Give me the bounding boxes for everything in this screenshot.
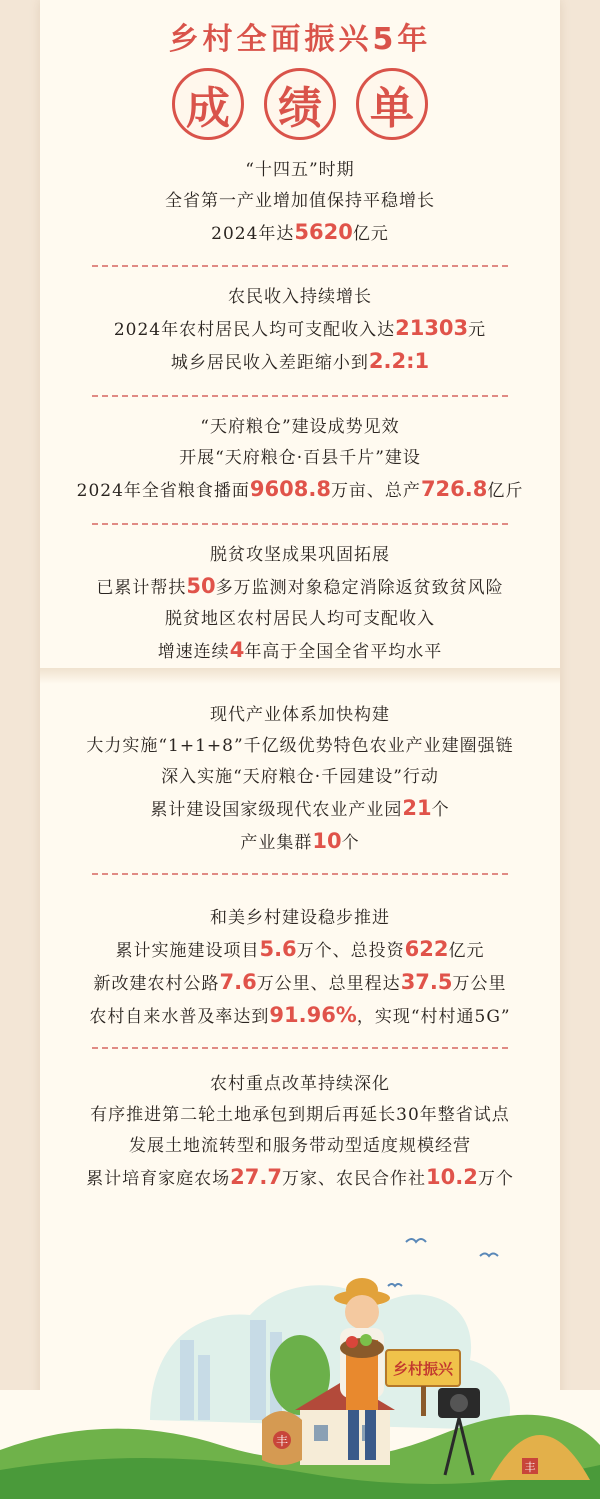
section-line bbox=[40, 604, 560, 635]
section-line bbox=[40, 217, 560, 250]
text-segment: 2024年农村居民人均可支配收入达 bbox=[113, 320, 396, 340]
section-line bbox=[40, 443, 560, 474]
divider bbox=[92, 395, 508, 397]
section-line bbox=[40, 967, 560, 1000]
section-line bbox=[40, 186, 560, 217]
section-heading bbox=[40, 700, 560, 731]
section-heading bbox=[40, 412, 560, 443]
text-segment: 万公里 bbox=[452, 974, 507, 994]
section-rural-reform bbox=[40, 1069, 560, 1195]
bag-char: 丰 bbox=[275, 1434, 289, 1448]
highlight-number: 7.6 bbox=[219, 970, 257, 994]
section-line bbox=[40, 313, 560, 346]
highlight-number: 50 bbox=[186, 574, 216, 598]
section-line bbox=[40, 1131, 560, 1162]
title-badge-1: 成 bbox=[172, 68, 244, 140]
text-segment: 个 bbox=[341, 833, 360, 853]
section-line bbox=[40, 1162, 560, 1195]
bird-icon bbox=[388, 1239, 498, 1286]
highlight-number: 9608.8 bbox=[249, 477, 331, 501]
highlight-number: 622 bbox=[404, 937, 449, 961]
text-segment: 亿斤 bbox=[487, 481, 524, 501]
section-line bbox=[40, 1100, 560, 1131]
text-segment: 个 bbox=[431, 800, 450, 820]
title-badges bbox=[0, 68, 600, 140]
headline: 乡村全面振兴5年 bbox=[168, 22, 432, 57]
highlight-number: 4 bbox=[229, 638, 245, 662]
text-segment: 累计培育家庭农场 bbox=[86, 1169, 231, 1189]
section-rural-construction bbox=[40, 903, 560, 1033]
section-industry-system bbox=[40, 700, 560, 859]
section-line bbox=[40, 826, 560, 859]
divider bbox=[92, 1047, 508, 1049]
text-segment: 多万监测对象稳定消除返贫致贫风险 bbox=[215, 578, 504, 598]
text-segment: 2024年达 bbox=[211, 224, 295, 244]
haystack-char: 丰 bbox=[524, 1461, 536, 1474]
highlight-number: 37.5 bbox=[400, 970, 453, 994]
highlight-number: 10.2 bbox=[426, 1165, 478, 1189]
paper-fold bbox=[40, 668, 560, 684]
text-segment: “天府粮仓”建设成势见效 bbox=[200, 417, 400, 437]
text-segment: 增速连续 bbox=[157, 642, 230, 662]
highlight-number: 10 bbox=[312, 829, 342, 853]
text-segment: 农村重点改革持续深化 bbox=[210, 1074, 390, 1094]
text-segment: 万个 bbox=[477, 1169, 514, 1189]
text-segment: 万家、农民合作社 bbox=[282, 1169, 426, 1189]
text-segment: 万亩、总产 bbox=[330, 481, 421, 501]
text-segment: 农村自来水普及率达到 bbox=[89, 1007, 270, 1027]
section-line bbox=[40, 635, 560, 668]
text-segment: 和美乡村建设稳步推进 bbox=[210, 908, 390, 928]
text-segment: 亿元 bbox=[352, 224, 389, 244]
section-heading bbox=[40, 540, 560, 571]
section-heading bbox=[40, 155, 560, 186]
grain-bag-icon bbox=[262, 1411, 302, 1465]
text-segment: 万公里、总里程达 bbox=[256, 974, 401, 994]
text-segment: 累计建设国家级现代农业产业园 bbox=[150, 800, 403, 820]
section-line bbox=[40, 762, 560, 793]
header bbox=[0, 6, 600, 140]
section-line bbox=[40, 731, 560, 762]
section-line bbox=[40, 474, 560, 507]
divider bbox=[92, 523, 508, 525]
section-line bbox=[40, 346, 560, 379]
text-segment: 深入实施“天府粮仓·千园建设”行动 bbox=[161, 767, 439, 787]
text-segment: 有序推进第二轮土地承包到期后再延长30年整省试点 bbox=[90, 1105, 510, 1125]
divider bbox=[92, 873, 508, 875]
section-heading bbox=[40, 1069, 560, 1100]
text-segment: 大力实施“1+1+8”千亿级优势特色农业产业建圈强链 bbox=[86, 736, 514, 756]
section-poverty bbox=[40, 540, 560, 668]
section-farmer-income bbox=[40, 282, 560, 379]
text-segment: 新改建农村公路 bbox=[93, 974, 220, 994]
highlight-number: 5620 bbox=[294, 220, 353, 244]
text-segment: 累计实施建设项目 bbox=[115, 941, 260, 961]
text-segment: 万个、总投资 bbox=[296, 941, 405, 961]
text-segment: 年高于全国全省平均水平 bbox=[244, 642, 443, 662]
text-segment: 元 bbox=[468, 320, 487, 340]
text-segment: 现代产业体系加快构建 bbox=[210, 705, 390, 725]
text-segment: 农民收入持续增长 bbox=[228, 287, 372, 307]
highlight-number: 27.7 bbox=[230, 1165, 282, 1189]
highlight-number: 21 bbox=[402, 796, 432, 820]
section-heading bbox=[40, 282, 560, 313]
divider bbox=[92, 265, 508, 267]
highlight-number: 91.96% bbox=[269, 1003, 357, 1027]
text-segment: 脱贫攻坚成果巩固拓展 bbox=[210, 545, 390, 565]
village-illustration bbox=[0, 1220, 600, 1499]
section-line bbox=[40, 934, 560, 967]
section-heading bbox=[40, 903, 560, 934]
text-segment: “十四五”时期 bbox=[245, 160, 355, 180]
section-line bbox=[40, 571, 560, 604]
section-primary-industry bbox=[40, 155, 560, 250]
text-segment: 城乡居民收入差距缩小到 bbox=[170, 353, 369, 373]
text-segment: 开展“天府粮仓·百县千片”建设 bbox=[179, 448, 421, 468]
sign-text: 乡村振兴 bbox=[392, 1360, 454, 1378]
highlight-number: 21303 bbox=[395, 316, 469, 340]
text-segment: 产业集群 bbox=[240, 833, 313, 853]
highlight-number: 726.8 bbox=[420, 477, 488, 501]
section-line bbox=[40, 793, 560, 826]
text-segment: 已累计帮扶 bbox=[96, 578, 187, 598]
text-segment: 全省第一产业增加值保持平稳增长 bbox=[165, 191, 435, 211]
section-granary bbox=[40, 412, 560, 507]
highlight-number: 5.6 bbox=[259, 937, 297, 961]
title-badge-2: 绩 bbox=[264, 68, 336, 140]
text-segment: ，实现“村村通5G” bbox=[356, 1007, 511, 1027]
section-line bbox=[40, 1000, 560, 1033]
text-segment: 脱贫地区农村居民人均可支配收入 bbox=[165, 609, 435, 629]
text-segment: 2024年全省粮食播面 bbox=[76, 481, 250, 501]
highlight-number: 2.2:1 bbox=[368, 349, 430, 373]
text-segment: 亿元 bbox=[448, 941, 485, 961]
text-segment: 发展土地流转型和服务带动型适度规模经营 bbox=[129, 1136, 471, 1156]
title-badge-3: 单 bbox=[356, 68, 428, 140]
